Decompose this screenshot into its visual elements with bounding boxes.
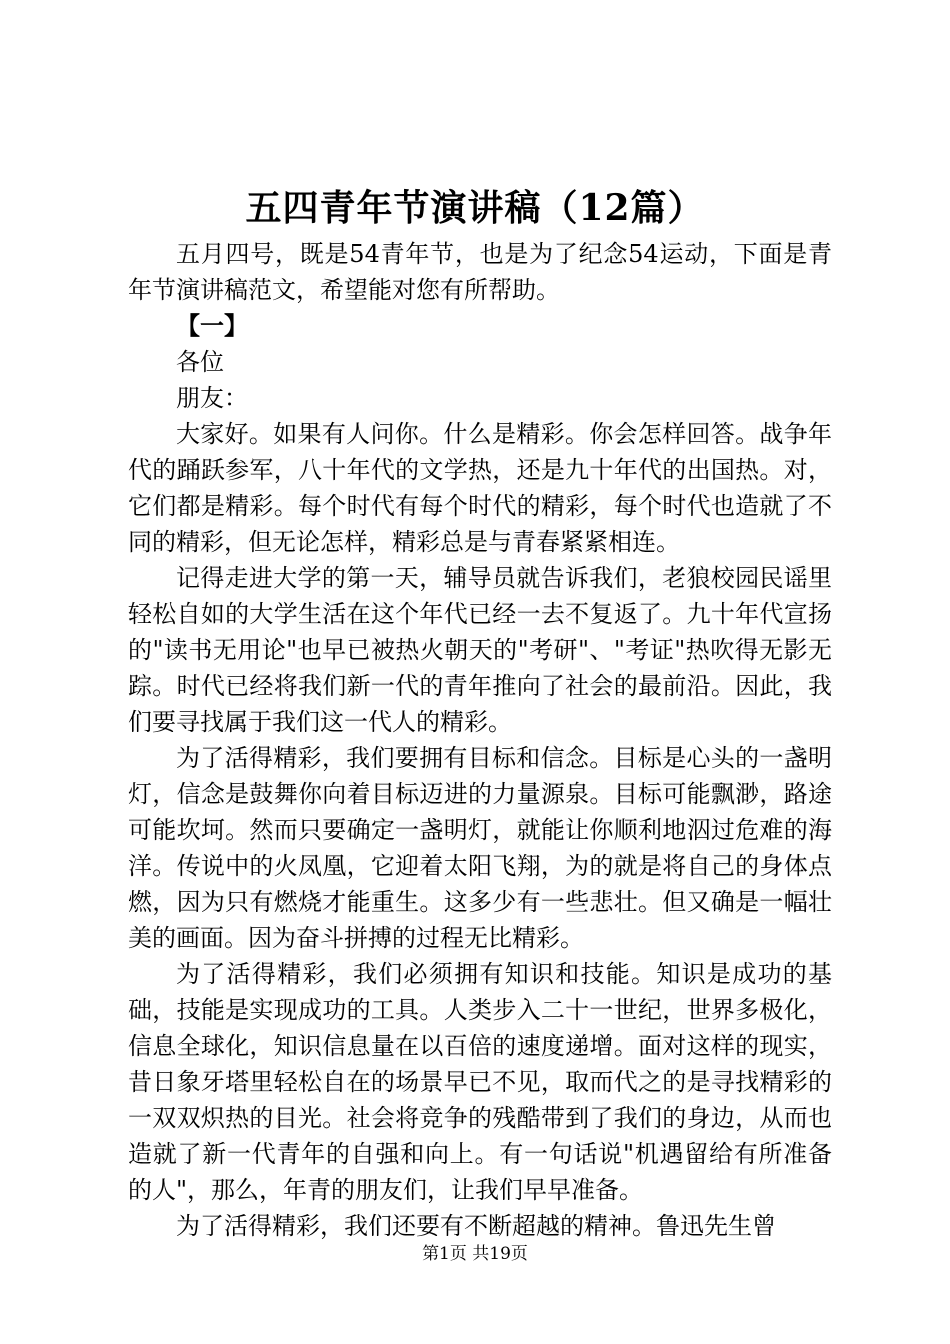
salutation-line: 各位	[176, 348, 224, 376]
body-paragraph: 为了活得精彩，我们要拥有目标和信念。目标是心头的一盏明灯，信念是鼓舞你向着目标迈进的力量源泉。目标可能飘渺，路途可能坎坷。然而只要确定一盏明灯，就能让你顺利地泅过危难的海洋。传说中的火凤凰，它迎着太阳飞翔，为的就是将自己的身体点燃，因为只有燃烧才能重生。这多少有一些悲壮。但又确是一幅壮美的画面。因为奋斗拼搏的过程无比精彩。	[128, 744, 832, 952]
body-paragraph: 大家好。如果有人问你。什么是精彩。你会怎样回答。战争年代的踊跃参军，八十年代的文学热，还是九十年代的出国热。对，它们都是精彩。每个时代有每个时代的精彩，每个时代也造就了不同的精彩，但无论怎样，精彩总是与青春紧紧相连。	[128, 420, 832, 556]
section-heading: 【一】	[176, 311, 248, 340]
body-paragraph: 为了活得精彩，我们还要有不断超越的精神。鲁迅先生曾	[176, 1212, 776, 1240]
document-body	[128, 236, 832, 1244]
body-paragraph: 为了活得精彩，我们必须拥有知识和技能。知识是成功的基础，技能是实现成功的工具。人类步入二十一世纪，世界多极化，信息全球化，知识信息量在以百倍的速度递增。面对这样的现实，昔日象牙塔里轻松自在的场景早已不见，取而代之的是寻找精彩的一双双炽热的目光。社会将竞争的残酷带到了我们的身边，从而也造就了新一代青年的自强和向上。有一句话说"机遇留给有所准备的人"，那么，年青的朋友们，让我们早早准备。	[128, 960, 832, 1204]
page-footer: 第1页 共19页	[422, 1244, 528, 1264]
document-title: 五四青年节演讲稿（12篇）	[245, 187, 705, 229]
body-paragraph: 记得走进大学的第一天，辅导员就告诉我们，老狼校园民谣里轻松自如的大学生活在这个年代已经一去不复返了。九十年代宣扬的"读书无用论"也早已被热火朝天的"考研"、"考证"热吹得无影无踪。时代已经将我们新一代的青年推向了社会的最前沿。因此，我们要寻找属于我们这一代人的精彩。	[128, 564, 832, 736]
salutation-line: 朋友：	[176, 384, 248, 412]
intro-paragraph: 五月四号，既是54青年节，也是为了纪念54运动，下面是青年节演讲稿范文，希望能对您有所帮助。	[128, 240, 832, 304]
